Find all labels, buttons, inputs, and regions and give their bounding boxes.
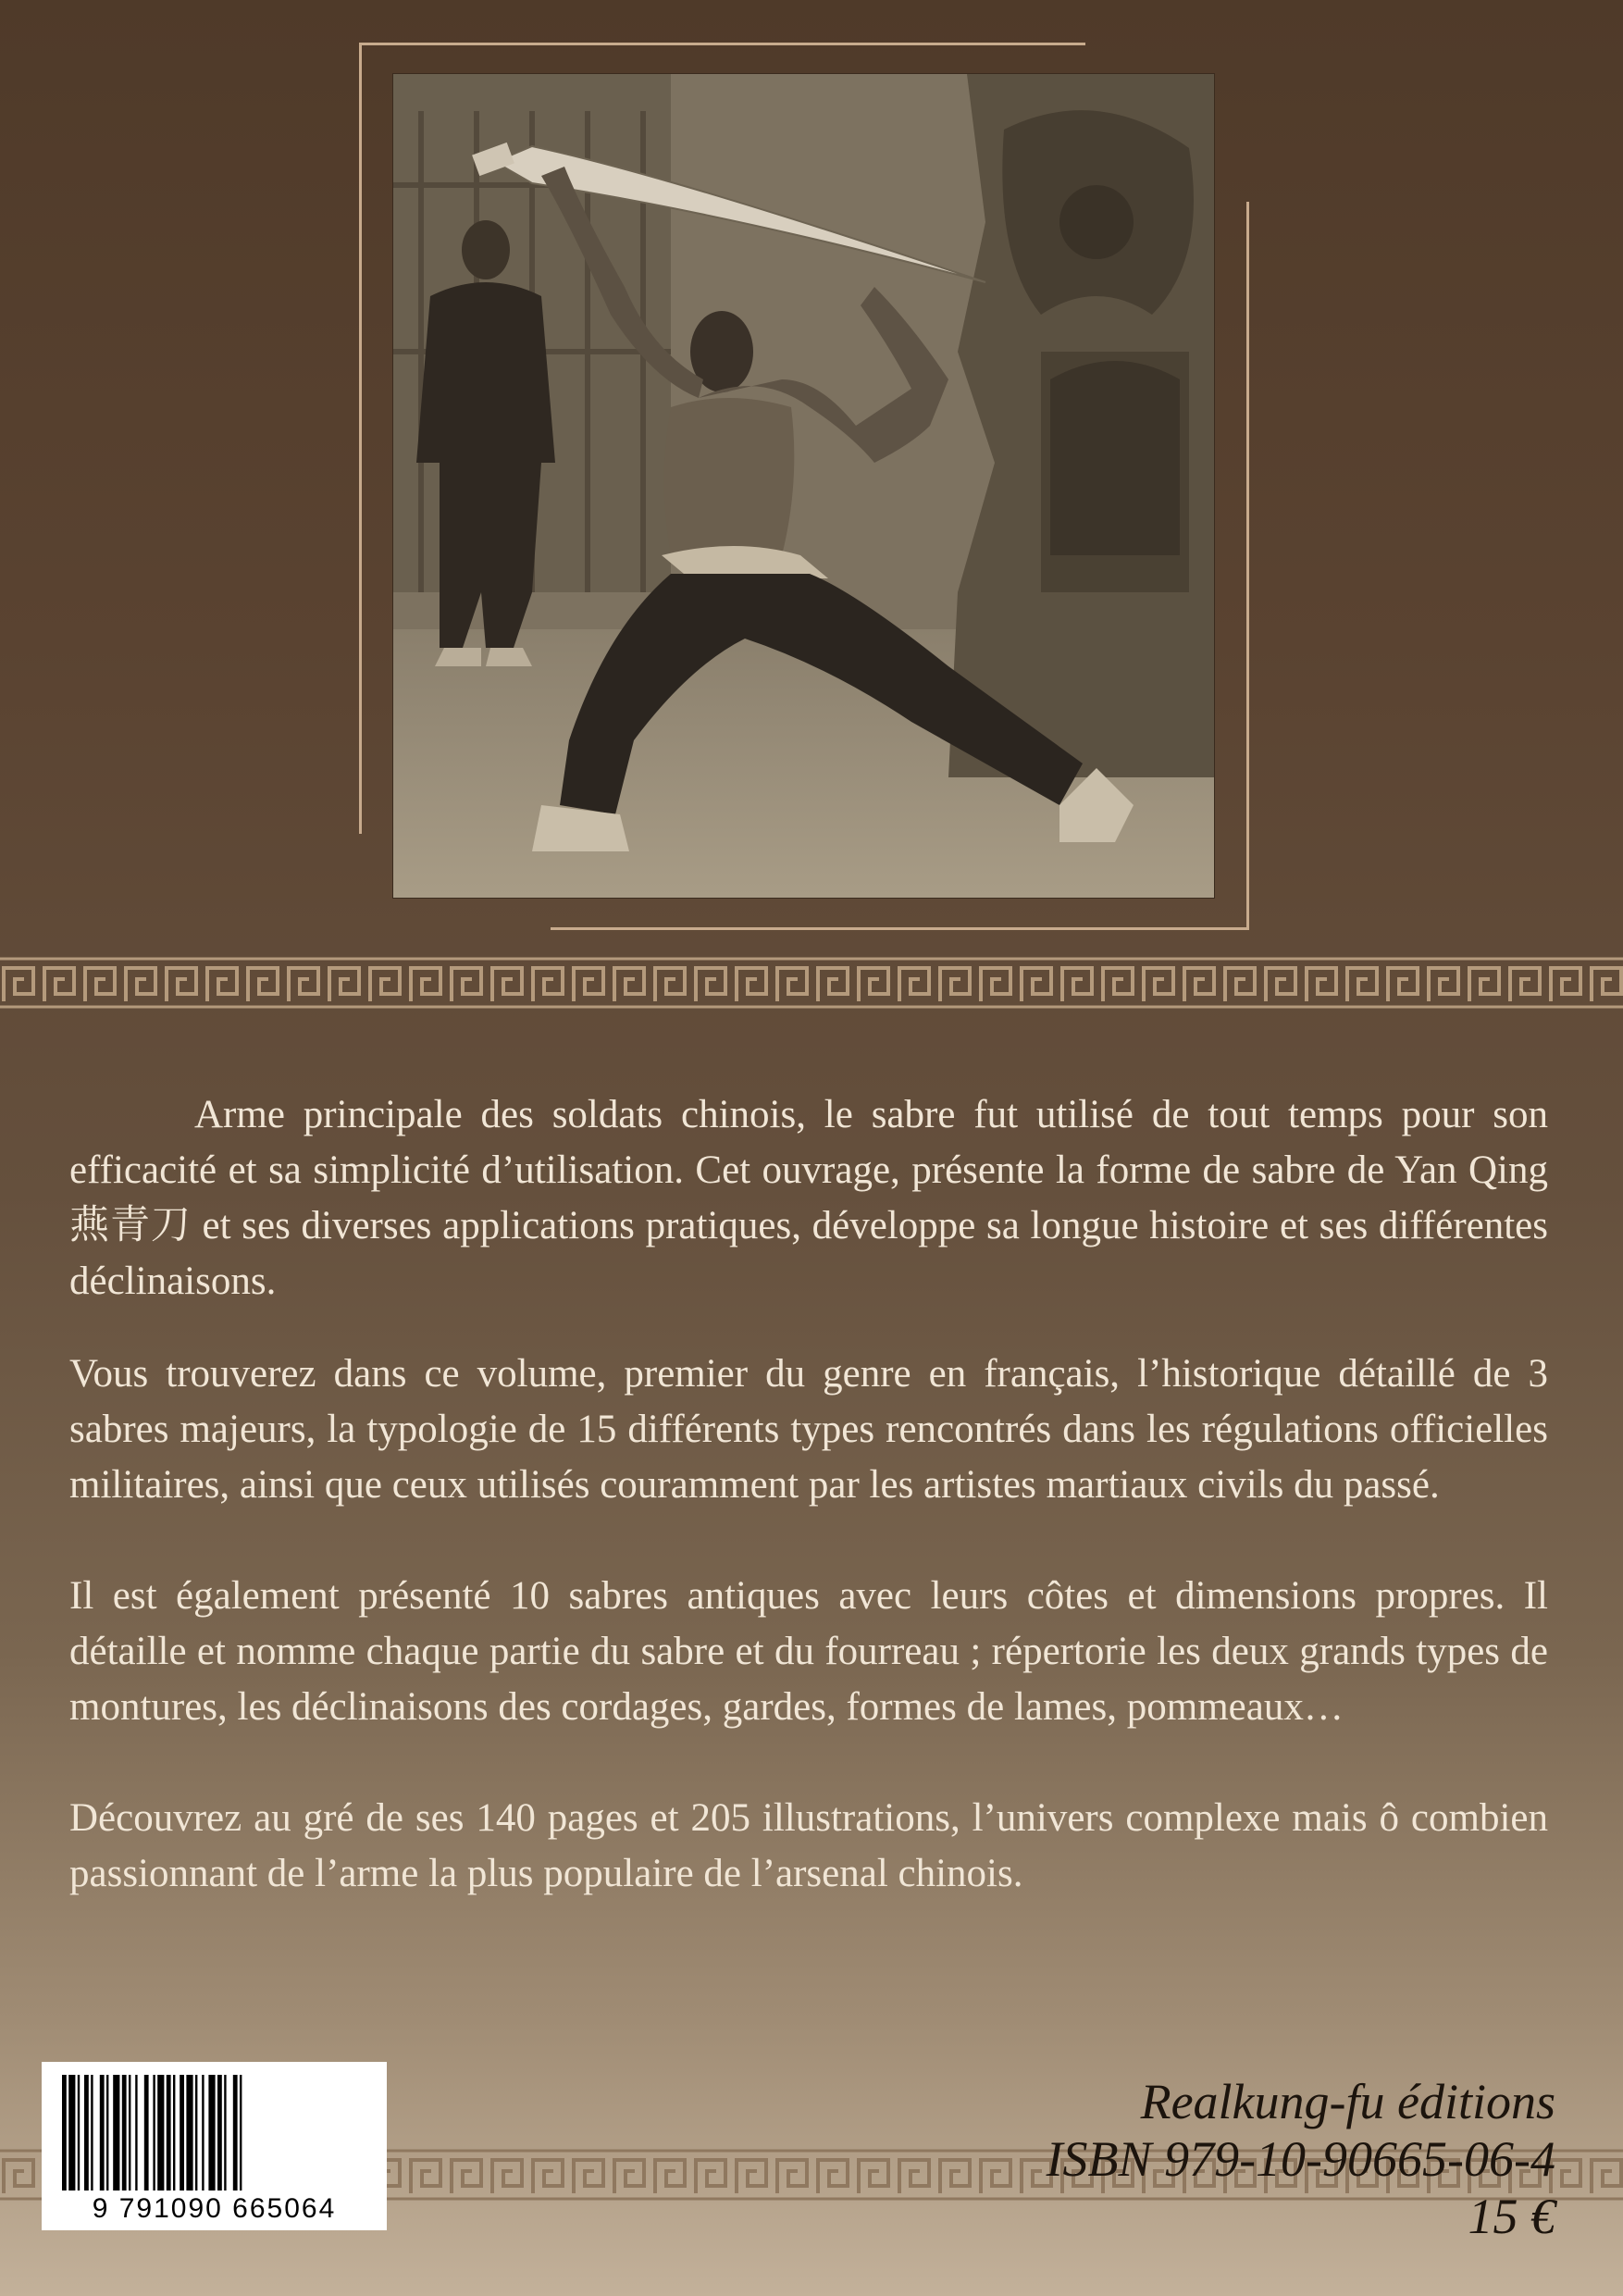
- ornament-band-top: [0, 953, 1623, 1012]
- publisher-block: [1047, 2073, 1555, 2245]
- paragraph-3: Il est également présenté 10 sabres antiques avec leurs côtes et dimensions propres. Il détaille et nomme chaque partie du sabre et du fourreau ; répertorie les deux grands types de montures, les déclinaisons des cordages, gardes, formes de lames, pommeaux…: [69, 1574, 1548, 1729]
- frame-line-bottom: [551, 927, 1249, 930]
- paragraph-4: Découvrez au gré de ses 140 pages et 205 illustrations, l’univers complexe mais ô combien passionnant de l’arme la plus populaire de l’arsenal chinois.: [69, 1796, 1548, 1895]
- book-description: [69, 1087, 1548, 1939]
- publisher-name: Realkung-fu éditions: [1140, 2074, 1555, 2129]
- frame-line-top: [359, 43, 1085, 45]
- price: 15 €: [1468, 2189, 1555, 2244]
- paragraph-2: Vous trouverez dans ce volume, premier du genre en français, l’historique détaillé de 3 sabres majeurs, la typologie de 15 différents types rencontrés dans les régulations officielles militaires, ainsi que ceux utilisés couramment par les artistes martiaux civils du passé.: [69, 1352, 1548, 1507]
- vintage-photo-swordsman: [393, 74, 1214, 898]
- isbn-number: ISBN 979-10-90665-06-4: [1046, 2131, 1555, 2187]
- isbn-barcode: [42, 2062, 387, 2230]
- barcode-digits: 9 791090 665064: [92, 2193, 337, 2224]
- frame-line-left: [359, 43, 362, 834]
- paragraph-1: Arme principale des soldats chinois, le sabre fut utilisé de tout temps pour son efficacité et sa simplicité d’utilisation. Cet ouvrage, présente la forme de sabre de Yan Qing 燕青刀 et ses diverses applications pratiques, développe sa longue histoire et ses différentes déclinaisons.: [69, 1093, 1548, 1303]
- frame-line-right: [1246, 202, 1249, 930]
